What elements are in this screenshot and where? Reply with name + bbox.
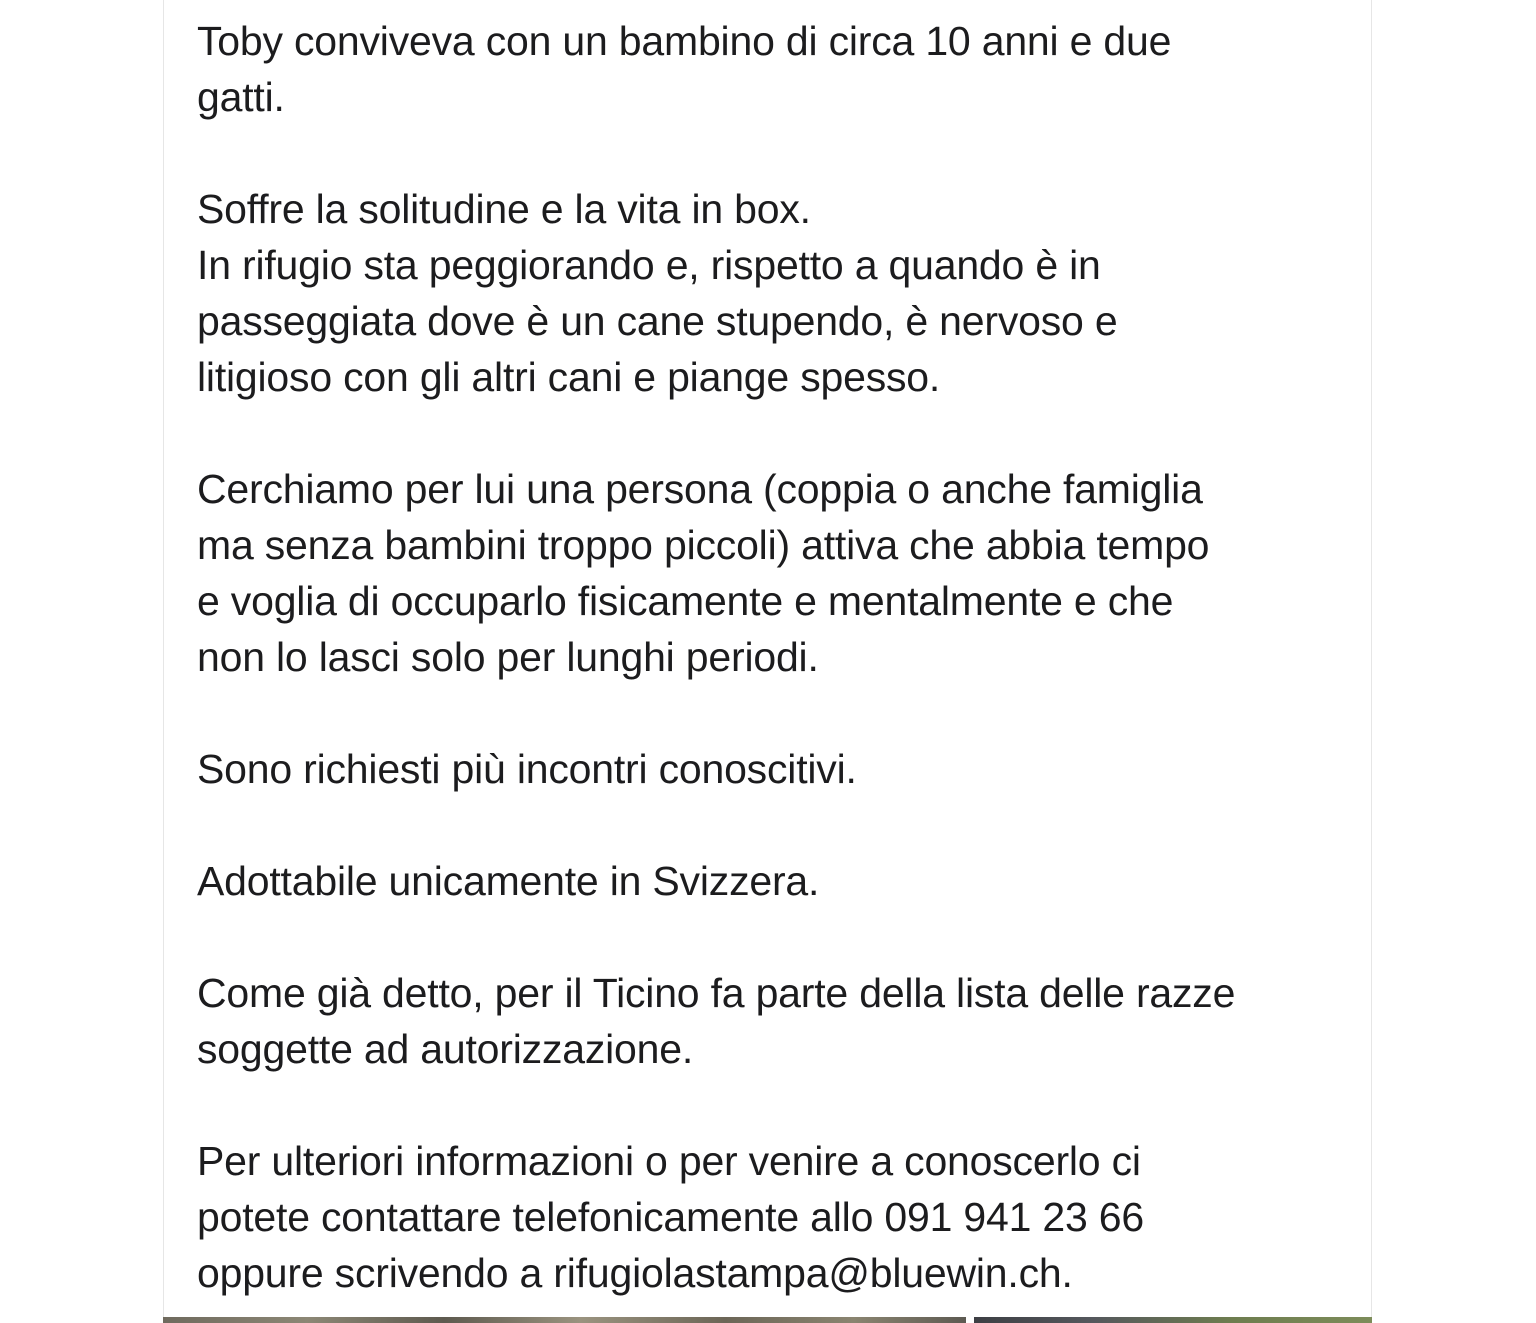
dog-photo-left[interactable] — [163, 1317, 966, 1323]
post-paragraph: Sono richiesti più incontri conoscitivi. — [197, 746, 857, 792]
post-paragraph: Adottabile unicamente in Svizzera. — [197, 858, 820, 904]
post-card — [163, 0, 1372, 1317]
post-paragraph: Per ulteriori informazioni o per venire a conoscerlo ci potete contattare telefonicamente allo 091 941 23 66 oppure scrivendo a rifugiolastampa@bluewin.ch. — [197, 1138, 1144, 1296]
post-paragraph: Soffre la solitudine e la vita in box. In rifugio sta peggiorando e, rispetto a quando è in passeggiata dove è un cane stupendo, è nervoso e litigioso con gli altri cani e piange spesso. — [197, 186, 1118, 400]
post-paragraph: Toby conviveva con un bambino di circa 10 anni e due gatti. — [197, 18, 1172, 120]
post-paragraph: Come già detto, per il Ticino fa parte della lista delle razze soggette ad autorizzazione. — [197, 970, 1236, 1072]
dog-photo-right[interactable] — [974, 1317, 1372, 1323]
post-body-text — [197, 13, 1347, 1301]
post-paragraph: Cerchiamo per lui una persona (coppia o anche famiglia ma senza bambini troppo piccoli) attiva che abbia tempo e voglia di occuparlo fisicamente e mentalmente e che non lo lasci solo per lunghi periodi. — [197, 466, 1210, 680]
